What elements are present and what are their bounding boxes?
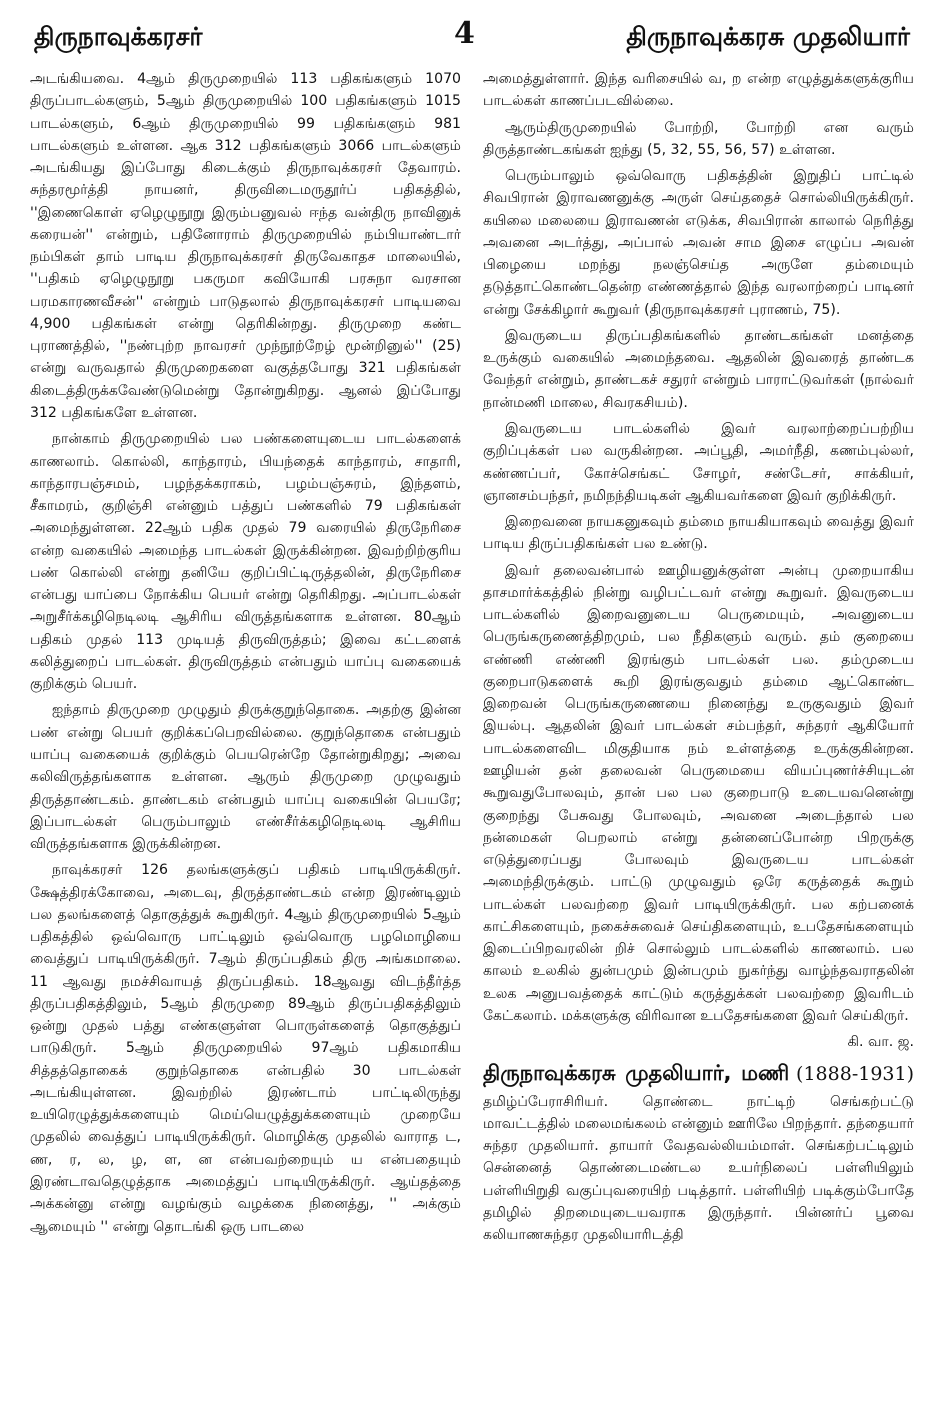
paragraph: ஆரும்திருமுறையில் போற்றி, போற்றி என வரும் திருத்தாண்டகங்கள் ஐந்து (5, 32, 55, 56, 57) உள்ளன. — [483, 119, 914, 158]
paragraph: இறைவனை நாயகனுகவும் தம்மை நாயகியாகவும் வைத்து இவர் பாடிய திருப்பதிகங்கள் பல உண்டு. — [483, 514, 914, 553]
right-column — [483, 68, 914, 1417]
left-column — [30, 68, 461, 1417]
text-columns — [30, 68, 914, 1417]
author-signature: கி. வா. ஜ. — [847, 1034, 914, 1051]
entry-body: தமிழ்ப்பேராசிரியர். தொண்டை நாட்டிற் செங்கற்பட்டு மாவட்டத்தில் மலைமங்கலம் என்னும் ஊரிலே பிறந்தார். தந்தையார் சுந்தர முதலியார். தாயார் வேதவல்லியம்மாள். செங்கற்பட்டிலும் சென்னைத் தொண்டைமண்டல உயர்நிலைப் பள்ளியிலும் பள்ளியிறுதி வகுப்புவரையிற் படித்தார். பள்ளியிற் படிக்கும்போதே தமிழில் திறமையுடையவராக இருந்தார். பின்னர்ப் பூவை கலியாணசுந்தர முதலியாரிடத்தி — [483, 1093, 914, 1244]
paragraph: நான்காம் திருமுறையில் பல பண்களையுடைய பாடல்களைக் காணலாம். கொல்லி, காந்தாரம், பியந்தைக் காந்தாரம், சாதாரி, காந்தாரபஞ்சமம், பழந்தக்கராகம், பழம்பஞ்சுரம், இந்தளம், சீகாமரம், குறிஞ்சி என்னும் பத்துப் பண்களில் 79 பதிகங்கள் அமைந்துள்ளன. 22ஆம் பதிக முதல் 79 வரையில் திருநேரிசை என்ற வகையில் அமைந்த பாடல்கள் இருக்கின்றன. இவற்றிற்குரிய பண் கொல்லி என்று தனியே குறிப்பிட்டிருத்தலின், திருநேரிசை என்பது யாப்பை நோக்கிய பெயர் என்று தெரிகிறது. அப்பாடல்கள் அறுசீர்க்கழிநெடிலடி ஆசிரிய விருத்தங்களாக உள்ளன. 80ஆம் பதிகம் முதல் 113 முடியத் திருவிருத்தம்; இவை கட்டளைக் கலித்துறைப் பாடல்கள். திருவிருத்தம் என்பதும் யாப்பு வகையைக் குறிக்கும் பெயர். — [30, 431, 461, 693]
page-number: 4 — [454, 16, 475, 51]
paragraph: அடங்கியவை. 4ஆம் திருமுறையில் 113 பதிகங்களும் 1070 திருப்பாடல்களும், 5ஆம் திருமுறையில் 100 பதிகங்களும் 1015 பாடல்களும், 6ஆம் திருமுறையில் 99 பதிகங்களும் 981 பாடல்களும் உள்ளன. ஆக 312 பதிகங்களும் 3066 பாடல்களும் அடங்கியது இப்போது கிடைக்கும் திருநாவுக்கரசர் தேவாரம். சுந்தரமூர்த்தி நாயனர், திருவிடைமருதூர்ப் பதிகத்தில், ''இணைகொள் ஏழெழுநூறு இரும்பனுவல் ஈந்த வன்திரு நாவினுக் கரையன்'' என்றும், பதினோராம் திருமுறையில் நம்பியாண்டார் நம்பிகள் தாம் பாடிய திருநாவுக்கரசர் திருவேகாதச மாலையில், ''பதிகம் ஏழெழுநூறு பகருமா கவியோகி பரசுநா வரசான பரமகாரணவீசன்'' என்றும் பாடுதலால் திருநாவுக்கரசர் பாடியவை 4,900 பதிகங்கள் என்று தெரிகின்றது. திருமுறை கண்ட புராணத்தில், ''நண்புற்ற நாவரசர் முந்நூற்றேழ் மூன்றினுல்'' (25) என்று வருவதால் திருமுறைகளை வகுத்தபோது 321 பதிகங்கள் கிடைத்திருக்கவேண்டுமென்று தோன்றுகிறது. ஆனல் இப்போது 312 பதிகங்களே உள்ளன. — [30, 71, 461, 421]
paragraph: இவருடைய பாடல்களில் இவர் வரலாற்றைப்பற்றிய குறிப்புக்கள் பல வருகின்றன. அப்பூதி, அமர்நீதி, கணம்புல்லர், கண்ணப்பர், கோச்செங்கட் சோழர், சண்டேசர், சாக்கியர், ஞானசம்பந்தர், நமிநந்தியடிகள் ஆகியவர்களை இவர் குறிக்கிருர். — [483, 420, 914, 504]
paragraph: அமைத்துள்ளார். இந்த வரிசையில் வ, ற என்ற எழுத்துக்களுக்குரிய பாடல்கள் காணப்படவில்லை. — [483, 71, 914, 110]
paragraph: இவருடைய திருப்பதிகங்களில் தாண்டகங்கள் மனத்தை உருக்கும் வகையில் அமைந்தவை. ஆதலின் இவரைத் தாண்டக வேந்தர் என்றும், தாண்டகச் சதுரர் என்றும் பாராட்டுவர்கள் (நால்வர் நான்மணி மாலை, சிவரகசியம்). — [483, 327, 914, 411]
header-left-title: திருநாவுக்கரசர் — [34, 22, 203, 51]
entry-years: (1888-1931) — [796, 1063, 914, 1086]
paragraph: ஐந்தாம் திருமுறை முழுதும் திருக்குறுந்தொகை. அதற்கு இன்ன பண் என்று பெயர் குறிக்கப்பெறவில்லை. குறுந்தொகை என்பதும் யாப்பு வகையைக் குறிக்கும் பெயரென்றே தோன்றுகிறது; அவை கலிவிருத்தங்களாக உள்ளன. ஆரும் திருமுறை முழுவதும் திருத்தாண்டகம். தாண்டகம் என்பதும் யாப்பு வகையின் பெயரே; இப்பாடல்கள் பெரும்பாலும் எண்சீர்க்கழிநெடிலடி ஆசிரிய விருத்தங்களாக இருக்கின்றன. — [30, 702, 461, 853]
paragraph: இவர் தலைவன்பால் ஊழியனுக்குள்ள அன்பு முறையாகிய தாசமார்க்கத்தில் நின்று வழிபட்டவர் என்று கூறுவர். இவருடைய பாடல்களில் இறைவனுடைய பெருமையும், அவனுடைய பெருங்கருணைத்திறமும், பல நீதிகளும் வரும். தம் குறையை எண்ணி எண்ணி இரங்கும் பாடல்கள் பல. தம்முடைய குறைபாடுகளைக் கூறி இரங்குவதும் தம்மை ஆட்கொண்ட இறைவன் பெருங்கருணையை நினைந்து உருகுவதும் இவர் இயல்பு. ஆதலின் இவர் பாடல்கள் சம்பந்தர், சுந்தரர் ஆகியோர் பாடல்களைவிட மிகுதியாக நம் உள்ளத்தை உருக்குகின்றன. ஊழியன் தன் தலைவன் பெருமையை வியப்புணர்ச்சியுடன் கூறுவதுபோலவும், தான் பல பல குறைபாடு உடையவனென்று குறைந்து பேசுவது போலவும், அவனை அடைந்தால் பல நன்மைகள் பெறலாம் என்று தன்னைப்போன்ற பிறருக்கு எடுத்துரைப்பது போலவும் இவருடைய பாடல்கள் அமைந்திருக்கும். பாட்டு முழுவதும் ஒரே கருத்தைக் கூறும் பாடல்கள் பலவற்றை இவர் பாடியிருக்கிருர். பல கற்பனைக் காட்சிகளையும், நகைச்சுவைச் செய்திகளையும், உபதேசங்களையும் இடைப்பிறவரலின் றிச் சொல்லும் பாடல்களில் காணலாம். பல காலம் உலகில் துன்பமும் இன்பமும் நுகர்ந்து வாழ்ந்தவராதலின் உலக அனுபவத்தைக் காட்டும் கருத்துக்கள் பலவற்றை இவரிடம் கேட்கலாம். மக்களுக்கு விரிவான உபதேசங்களை இவர் செய்கிருர். — [483, 562, 914, 1024]
header-right-title: திருநாவுக்கரசு முதலியார் — [626, 22, 910, 51]
paragraph: பெரும்பாலும் ஒவ்வொரு பதிகத்தின் இறுதிப் பாட்டில் சிவபிரான் இராவணனுக்கு அருள் செய்ததைச் சொல்லியிருக்கிருர். கயிலை மலையை இராவணன் எடுக்க, சிவபிரான் காலால் நெரித்து அவனை அடர்த்து, அப்பால் அவன் சாம இசை எழுப்ப அவன் பிழையை மறந்து நலஞ்செய்த அருளே தம்மையும் தடுத்தாட்கொண்டதென்ற எண்ணத்தால் இந்த வரலாற்றைப் பாடினர் என்று சேக்கிழார் கூறுவர் (திருநாவுக்கரசர் புராணம், 75). — [483, 168, 914, 318]
entry-title: திருநாவுக்கரசு முதலியார், மணி — [483, 1061, 790, 1086]
running-header — [34, 16, 910, 66]
new-entry — [483, 1057, 914, 1246]
paragraph: நாவுக்கரசர் 126 தலங்களுக்குப் பதிகம் பாடியிருக்கிருர். க்ஷேத்திரக்கோவை, அடைவு, திருத்தாண்டகம் என்ற இரண்டிலும் பல தலங்களைத் தொகுத்துக் கூறுகிருர். 4ஆம் திருமுறையில் 5ஆம் பதிகத்தில் ஒவ்வொரு பாட்டிலும் ஒவ்வொரு பழமொழியை வைத்துப் பாடியிருக்கிருர். 7ஆம் திருப்பதிகம் திரு அங்கமாலை. 11 ஆவது நமச்சிவாயத் திருப்பதிகம். 18ஆவது விடந்தீர்த்த திருப்பதிகத்திலும், 5ஆம் திருமுறை 89ஆம் திருப்பதிகத்திலும் ஒன்று முதல் பத்து எண்களுள்ள பொருள்களைத் தொகுத்துப் பாடுகிருர். 5ஆம் திருமுறையில் 97ஆம் பதிகமாகிய சித்தத்தொகைக் குறுந்தொகை என்பதில் 30 பாடல்கள் அடங்கியுள்ளன. இவற்றில் இரண்டாம் பாட்டிலிருந்து உயிரெழுத்துக்களையும் மெய்யெழுத்துக்களையும் முறையே முதலில் வைத்துப் பாடியிருக்கிருர். மொழிக்கு முதலில் வாராத ட, ண, ர, ல, ழ, ள, ன என்பவற்றையும் ய என்பதையும் இரண்டாவதெழுத்தாக அமைத்துப் பாடியிருக்கிருர். ஆய்தத்தை அக்கன்னு என்று வழங்கும் வழக்கை நினைத்து, '' அக்கும் ஆமையும் '' என்று தொடங்கி ஒரு பாடலை — [30, 862, 461, 1235]
